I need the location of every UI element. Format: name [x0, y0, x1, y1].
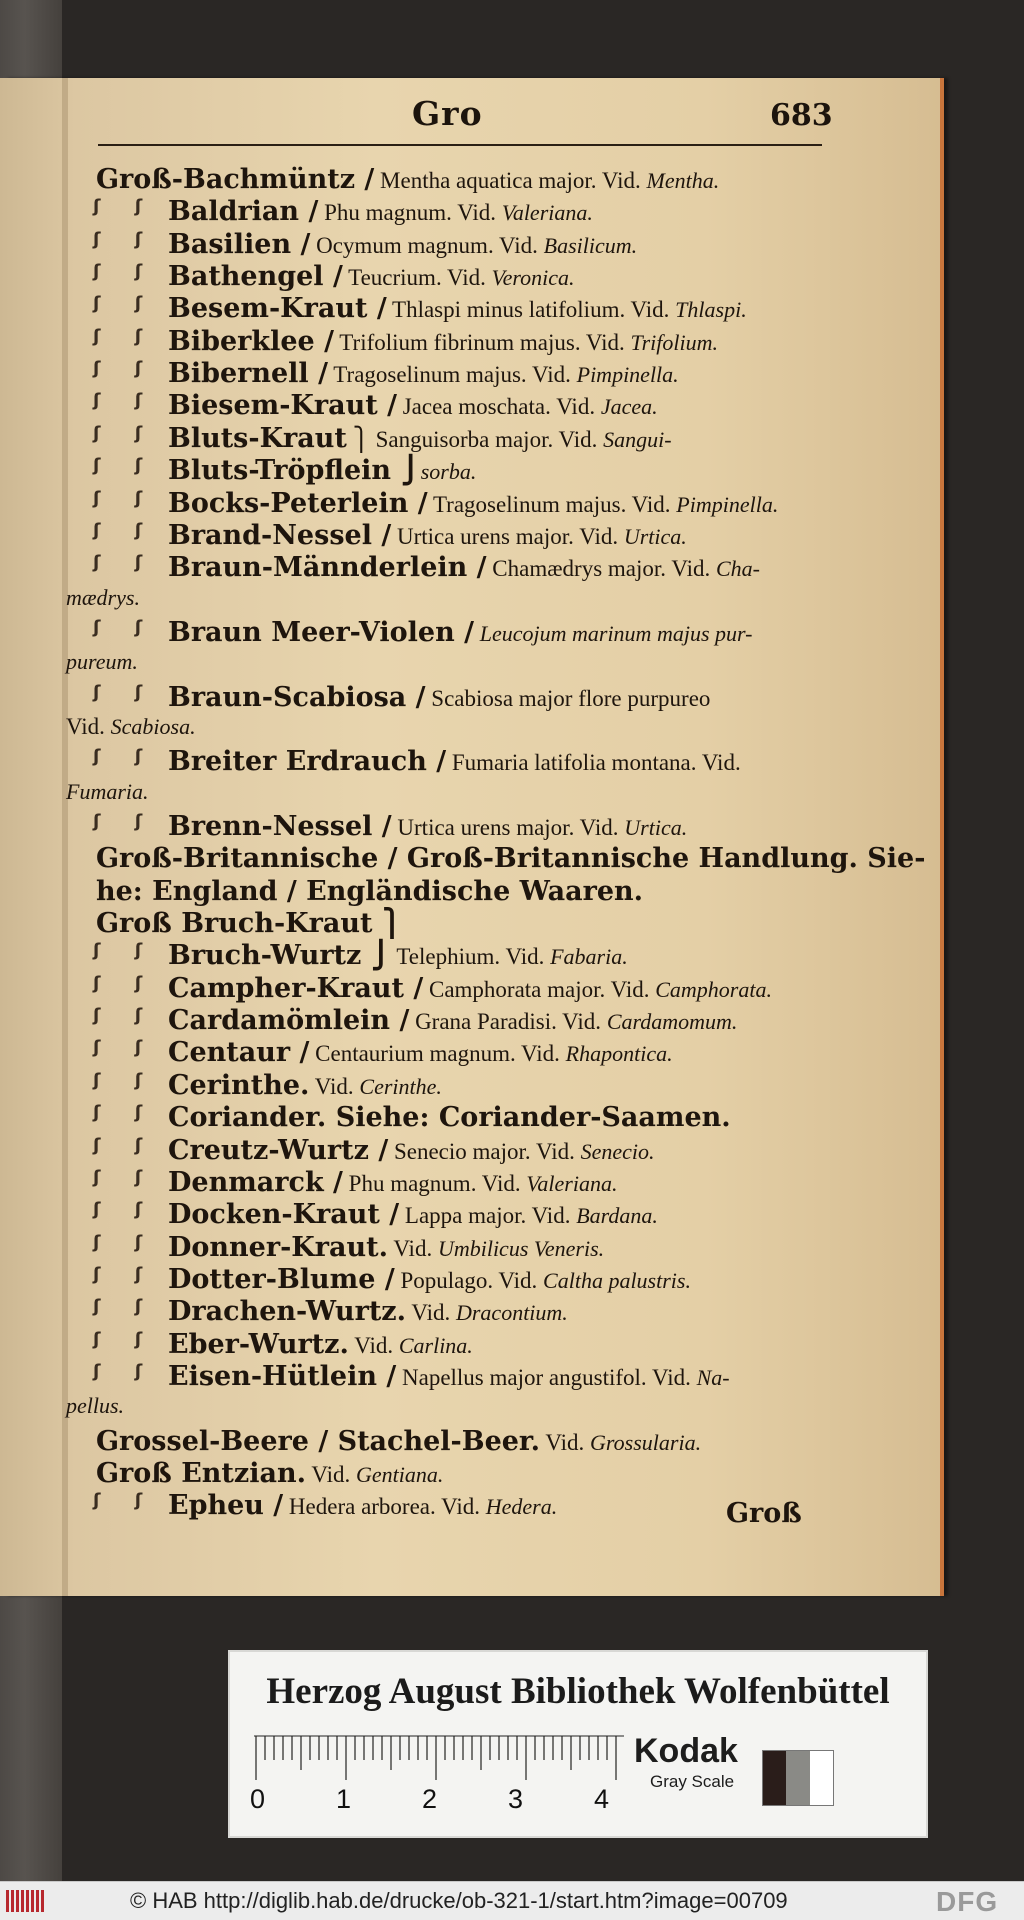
entry-line [168, 1070, 442, 1101]
cross-reference: Scabiosa. [110, 713, 196, 739]
cross-reference: Valeriana. [526, 1170, 618, 1196]
ruler-scale [254, 1734, 624, 1782]
entry-line [168, 973, 772, 1004]
latin-name: Centaurium magnum. Vid. [309, 1041, 566, 1067]
repeat-marks: ʃ ʃ [93, 746, 157, 768]
latin-name: Populago. Vid. [394, 1267, 544, 1293]
cross-reference: mædrys. [66, 584, 140, 610]
repeat-marks: ʃ ʃ [93, 811, 157, 832]
repeat-marks: ʃ ʃ [93, 552, 157, 574]
german-term: Braun-Männderlein / [168, 552, 487, 584]
cross-reference: Leucojum marinum majus pur- [479, 620, 753, 646]
entry-line [168, 811, 687, 842]
latin-name: Scabiosa major flore purpureo [425, 685, 711, 711]
cross-reference: Umbilicus Veneris. [437, 1235, 605, 1261]
dfg-logo: DFG [936, 1886, 999, 1917]
entry-line [168, 1199, 658, 1230]
entry-line [66, 585, 140, 611]
german-term: Coriander. Siehe: Coriander-Saamen. [168, 1102, 731, 1134]
page-number: 683 [770, 98, 833, 133]
repeat-marks: ʃ ʃ [93, 422, 157, 444]
german-term: Eisen-Hütlein / [168, 1360, 397, 1392]
cross-reference: Grossularia. [590, 1429, 702, 1455]
entry-line [168, 488, 778, 519]
cross-reference: Basilicum. [543, 232, 638, 258]
gray-scale-label: Gray Scale [650, 1772, 735, 1791]
german-term: Epheu / [168, 1490, 284, 1522]
latin-name: Mentha aquatica major. Vid. [374, 168, 647, 193]
german-term: Bocks-Peterlein / [168, 487, 428, 519]
cross-reference: Mentha. [646, 168, 720, 193]
entry-line [168, 1005, 737, 1036]
entry-line [66, 714, 196, 740]
repeat-marks: ʃ ʃ [93, 1134, 157, 1156]
repeat-marks: ʃ ʃ [93, 972, 157, 994]
german-term: Bruch-Wurtz ⎭ [168, 940, 392, 972]
entry-line [168, 261, 575, 292]
german-term: Dotter-Blume / [168, 1263, 395, 1295]
cross-reference: Cha- [716, 556, 760, 582]
entry-line [96, 1426, 701, 1457]
cross-reference: Rhapontica. [565, 1041, 673, 1067]
entry-line [168, 455, 476, 486]
catchword: Groß [726, 1498, 802, 1529]
entry-line [168, 940, 628, 971]
cross-reference: Camphorata. [655, 976, 772, 1002]
german-term: Campher-Kraut / [168, 972, 424, 1004]
german-term: Centaur / [168, 1037, 310, 1069]
repeat-marks: ʃ ʃ [93, 1102, 157, 1124]
cross-reference: sorba. [420, 459, 477, 485]
entry-line [168, 1361, 730, 1392]
latin-name: Telephium. Vid. [391, 944, 551, 970]
color-target-card [228, 1650, 928, 1838]
latin-name: Vid. [540, 1429, 591, 1455]
latin-name: Vid. [387, 1235, 438, 1261]
latin-name: Trifolium fibrinum majus. Vid. [333, 329, 631, 355]
cross-reference: pureum. [66, 649, 138, 675]
latin-name: Camphorata major. Vid. [423, 976, 656, 1002]
repeat-marks: ʃ ʃ [93, 1263, 157, 1285]
cross-reference: Bardana. [576, 1203, 658, 1229]
latin-name: Jacea moschata. Vid. [396, 394, 601, 420]
ruler-number: 1 [336, 1784, 352, 1814]
entry-line [168, 390, 658, 421]
latin-name: Phu magnum. Vid. [342, 1170, 527, 1196]
repeat-marks: ʃ ʃ [93, 325, 157, 347]
repeat-marks: ʃ ʃ [93, 1490, 157, 1512]
latin-name: Tragoselinum majus. Vid. [427, 491, 677, 517]
german-term: Groß-Britannische / Groß-Britannische Handlung. Sie- [96, 843, 926, 875]
cross-reference: Urtica. [624, 815, 688, 840]
cross-reference: Senecio. [580, 1138, 655, 1164]
cross-reference: Gentiana. [355, 1462, 444, 1487]
entry-line [168, 617, 752, 648]
german-term: Besem-Kraut / [168, 293, 387, 325]
repeat-marks: ʃ ʃ [93, 1069, 157, 1091]
repeat-marks: ʃ ʃ [93, 390, 157, 412]
repeat-marks: ʃ ʃ [93, 196, 157, 218]
repeat-marks: ʃ ʃ [93, 358, 157, 380]
entry-line [168, 1167, 617, 1198]
latin-name: Tragoselinum majus. Vid. [327, 362, 577, 388]
german-term: Docken-Kraut / [168, 1199, 400, 1231]
cross-reference: Na- [696, 1364, 730, 1390]
entry-line [168, 1135, 655, 1166]
repeat-marks: ʃ ʃ [93, 1005, 157, 1027]
german-term: Donner-Kraut. [168, 1231, 388, 1263]
entry-line [168, 1037, 673, 1068]
cross-reference: Fumaria. [66, 778, 149, 804]
cross-reference: Hedera. [485, 1494, 558, 1520]
german-term: Creutz-Wurtz / [168, 1134, 389, 1166]
cross-reference: Pimpinella. [576, 362, 679, 388]
latin-name: Teucrium. Vid. [342, 265, 492, 291]
repeat-marks: ʃ ʃ [93, 1360, 157, 1382]
latin-name: Urtica urens major. Vid. [391, 523, 624, 549]
entry-line [168, 682, 710, 713]
latin-name: Vid. [306, 1462, 356, 1487]
cross-reference: Trifolium. [630, 329, 718, 355]
cross-reference: Cardamomum. [606, 1009, 738, 1035]
entry-line [168, 1329, 473, 1360]
latin-name: Urtica urens major. Vid. [391, 815, 625, 840]
german-term: he: England / Engländische Waaren. [96, 875, 644, 907]
gray-scale-patches [762, 1750, 834, 1806]
german-term: Basilien / [168, 228, 311, 260]
cross-reference: Dracontium. [455, 1300, 568, 1326]
entry-line [168, 552, 760, 583]
german-term: Breiter Erdrauch / [168, 746, 447, 778]
german-term: Grossel-Beere / Stachel-Beer. [96, 1425, 541, 1457]
german-term: Cerinthe. [168, 1069, 310, 1101]
cross-reference: Thlaspi. [675, 297, 747, 323]
repeat-marks: ʃ ʃ [93, 1328, 157, 1350]
german-term: Bluts-Kraut [168, 422, 347, 454]
repeat-marks: ʃ ʃ [93, 1296, 157, 1318]
entry-line [168, 1490, 557, 1521]
latin-name: Napellus major angustifol. Vid. [396, 1364, 697, 1390]
repeat-marks: ʃ ʃ [93, 487, 157, 509]
cross-reference: Carlina. [398, 1332, 473, 1358]
repeat-marks: ʃ ʃ [93, 940, 157, 962]
repeat-marks: ʃ ʃ [93, 1166, 157, 1188]
german-term: Biberklee / [168, 325, 334, 357]
latin-name: Grana Paradisi. Vid. [409, 1009, 607, 1035]
entry-line [168, 1296, 568, 1327]
repeat-marks: ʃ ʃ [93, 616, 157, 638]
cross-reference: Cerinthe. [359, 1073, 442, 1099]
entry-line [66, 1393, 124, 1419]
german-term: Bathengel / [168, 261, 343, 293]
barcode-logo-icon [6, 1890, 46, 1912]
latin-name: Ocymum magnum. Vid. [310, 232, 544, 258]
entry-line [66, 649, 138, 675]
entry-line [168, 196, 593, 227]
entry-line [168, 358, 679, 389]
book-page [0, 78, 940, 1596]
repeat-marks: ʃ ʃ [93, 228, 157, 250]
german-term: Biesem-Kraut / [168, 390, 397, 422]
entry-line [168, 229, 637, 260]
german-term: Groß Entzian. [96, 1458, 307, 1489]
repeat-marks: ʃ ʃ [93, 1231, 157, 1253]
latin-name: Thlaspi minus latifolium. Vid. [386, 297, 676, 323]
german-term: Bibernell / [168, 358, 328, 390]
entry-line [66, 779, 149, 805]
latin-name: Vid. [348, 1332, 399, 1358]
german-term: Braun Meer-Violen / [168, 616, 474, 648]
german-term: Drachen-Wurtz. [168, 1296, 407, 1328]
german-term: Baldrian / [168, 196, 319, 228]
header-rule [98, 144, 822, 146]
library-name: Herzog August Bibliothek Wolfenbüttel [266, 1671, 890, 1712]
cross-reference: Fabaria. [550, 944, 628, 970]
repeat-marks: ʃ ʃ [93, 261, 157, 283]
german-term: Eber-Wurtz. [168, 1328, 349, 1360]
entry-line [96, 843, 925, 874]
ruler-number: 3 [508, 1784, 524, 1814]
latin-name: Lappa major. Vid. [399, 1203, 577, 1229]
repeat-marks: ʃ ʃ [93, 455, 157, 477]
repeat-marks: ʃ ʃ [93, 293, 157, 315]
german-term: Brenn-Nessel / [168, 811, 392, 842]
entry-line [168, 326, 718, 357]
repeat-marks: ʃ ʃ [93, 1199, 157, 1221]
latin-name: Chamædrys major. Vid. [486, 556, 716, 582]
bleed-through-text [0, 218, 70, 1518]
entry-line [168, 520, 687, 551]
entry-line [168, 1232, 604, 1263]
ruler-number: 0 [250, 1784, 266, 1814]
cross-reference: Valeriana. [501, 200, 593, 226]
footer-bar [0, 1881, 1024, 1920]
cross-reference: Urtica. [623, 523, 687, 549]
german-term: Bluts-Tröpflein ⎭ [168, 455, 421, 487]
latin-name: Fumaria latifolia montana. Vid. [446, 750, 741, 776]
entry-line [168, 423, 672, 454]
entry-line [168, 293, 747, 324]
latin-name: Vid. [406, 1300, 456, 1326]
latin-name: ⎫ Sanguisorba major. Vid. [346, 426, 604, 452]
german-term: Brand-Nessel / [168, 519, 392, 551]
entry-line [96, 164, 719, 195]
running-head: Gro [412, 94, 483, 133]
ruler-numbers [250, 1784, 630, 1816]
repeat-marks: ʃ ʃ [93, 519, 157, 541]
entry-line [168, 1102, 731, 1133]
german-term: Cardamömlein / [168, 1005, 410, 1037]
ruler-number: 2 [422, 1784, 438, 1814]
latin-name: Senecio major. Vid. [388, 1138, 581, 1164]
entry-line [168, 1264, 691, 1295]
german-term: Groß Bruch-Kraut ⎫ [96, 908, 403, 940]
cross-reference: Caltha palustris. [543, 1267, 691, 1293]
repeat-marks: ʃ ʃ [93, 681, 157, 703]
latin-name: Hedera arborea. Vid. [283, 1494, 486, 1520]
kodak-logo: Kodak [634, 1732, 738, 1770]
cross-reference: Sangui- [603, 426, 672, 452]
cross-reference: Jacea. [600, 394, 658, 420]
copyright-link[interactable]: © HAB http://diglib.hab.de/drucke/ob-321-1/start.htm?image=00709 [130, 1888, 788, 1913]
repeat-marks: ʃ ʃ [93, 1037, 157, 1059]
cross-reference: Pimpinella. [676, 491, 779, 517]
german-term: Braun-Scabiosa / [168, 681, 426, 713]
cross-reference: pellus. [66, 1393, 125, 1419]
latin-name: Vid. [309, 1073, 360, 1099]
entry-line [96, 876, 643, 907]
latin-name: Phu magnum. Vid. [318, 200, 502, 226]
german-term: Denmarck / [168, 1166, 343, 1198]
german-term: Groß-Bachmüntz / [96, 164, 375, 195]
cross-reference: Veronica. [491, 265, 575, 291]
entry-line [96, 908, 402, 939]
latin-name: Vid. [66, 713, 111, 739]
entry-line [168, 746, 741, 777]
entry-line [96, 1458, 443, 1489]
ruler-number: 4 [594, 1784, 610, 1814]
